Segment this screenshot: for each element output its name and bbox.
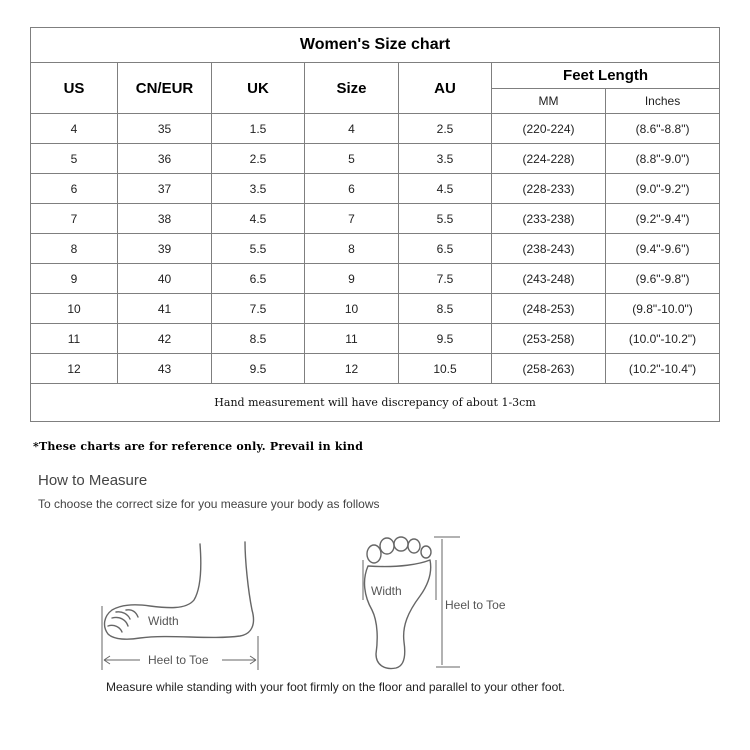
table-cell: (238-243) [492,234,606,264]
table-cell: 7.5 [212,294,305,324]
table-cell: (8.6"-8.8") [606,114,720,144]
table-cell: 9.5 [399,324,492,354]
table-cell: 39 [118,234,212,264]
table-cell: 4.5 [399,174,492,204]
table-cell: (253-258) [492,324,606,354]
table-cell: (9.8"-10.0") [606,294,720,324]
table-cell: 12 [305,354,399,384]
table-cell: 7.5 [399,264,492,294]
table-cell: 10 [31,294,118,324]
table-cell: 10 [305,294,399,324]
how-to-measure-subtitle: To choose the correct size for you measure your body as follows [38,497,380,511]
table-cell: (10.2"-10.4") [606,354,720,384]
table-cell: 9 [31,264,118,294]
top-width-label: Width [371,584,402,598]
table-cell: 3.5 [399,144,492,174]
table-cell: (228-233) [492,174,606,204]
size-chart-table [30,27,720,422]
table-cell: 8 [31,234,118,264]
header-mm: MM [492,89,606,114]
table-cell: (233-238) [492,204,606,234]
table-cell: 9 [305,264,399,294]
table-cell: (9.2"-9.4") [606,204,720,234]
table-cell: (9.6"-9.8") [606,264,720,294]
table-cell: 11 [305,324,399,354]
how-to-measure-title: How to Measure [38,472,148,489]
table-row [31,204,720,234]
table-row [31,114,720,144]
table-cell: (220-224) [492,114,606,144]
table-cell: (9.0"-9.2") [606,174,720,204]
table-cell: 8.5 [399,294,492,324]
table-cell: 8.5 [212,324,305,354]
table-cell: 6.5 [212,264,305,294]
table-row [31,354,720,384]
top-length-label: Heel to Toe [445,598,506,612]
table-cell: 2.5 [212,144,305,174]
table-cell: 11 [31,324,118,354]
table-title: Women's Size chart [31,28,720,63]
table-cell: (224-228) [492,144,606,174]
top-foot-icon [365,537,431,668]
table-cell: 5 [31,144,118,174]
table-cell: 12 [31,354,118,384]
table-cell: (258-263) [492,354,606,384]
measurement-note: Hand measurement will have discrepancy of about 1-3cm [31,384,720,422]
table-cell: 36 [118,144,212,174]
table-cell: (243-248) [492,264,606,294]
side-width-label: Width [148,614,179,628]
table-cell: 9.5 [212,354,305,384]
table-row [31,294,720,324]
table-row [31,324,720,354]
table-cell: 42 [118,324,212,354]
table-cell: 5.5 [399,204,492,234]
table-cell: 10.5 [399,354,492,384]
side-foot-icon [105,542,254,639]
table-cell: 41 [118,294,212,324]
table-cell: 6 [305,174,399,204]
table-cell: 5.5 [212,234,305,264]
header-us: US [31,63,118,114]
header-inches: Inches [606,89,720,114]
header-feet-length: Feet Length [492,63,720,89]
side-length-label: Heel to Toe [148,653,209,667]
reference-note: *These charts are for reference only. Prevail in kind [33,440,364,453]
table-cell: (9.4"-9.6") [606,234,720,264]
header-uk: UK [212,63,305,114]
table-cell: (10.0"-10.2") [606,324,720,354]
table-cell: 37 [118,174,212,204]
table-cell: 8 [305,234,399,264]
table-cell: 6.5 [399,234,492,264]
table-cell: 43 [118,354,212,384]
table-cell: 38 [118,204,212,234]
table-cell: 7 [305,204,399,234]
table-cell: 4 [305,114,399,144]
table-row [31,264,720,294]
header-cn-eur: CN/EUR [118,63,212,114]
table-cell: 2.5 [399,114,492,144]
measurement-instruction: Measure while standing with your foot firmly on the floor and parallel to your other foot. [106,680,565,694]
header-au: AU [399,63,492,114]
table-cell: 5 [305,144,399,174]
table-cell: 40 [118,264,212,294]
table-cell: 1.5 [212,114,305,144]
header-size: Size [305,63,399,114]
table-cell: 35 [118,114,212,144]
table-row [31,234,720,264]
table-cell: 4.5 [212,204,305,234]
foot-measurement-illustration [0,530,750,680]
table-cell: (248-253) [492,294,606,324]
table-cell: 6 [31,174,118,204]
table-cell: 4 [31,114,118,144]
table-row [31,174,720,204]
table-cell: 7 [31,204,118,234]
table-cell: 3.5 [212,174,305,204]
table-row [31,144,720,174]
table-cell: (8.8"-9.0") [606,144,720,174]
